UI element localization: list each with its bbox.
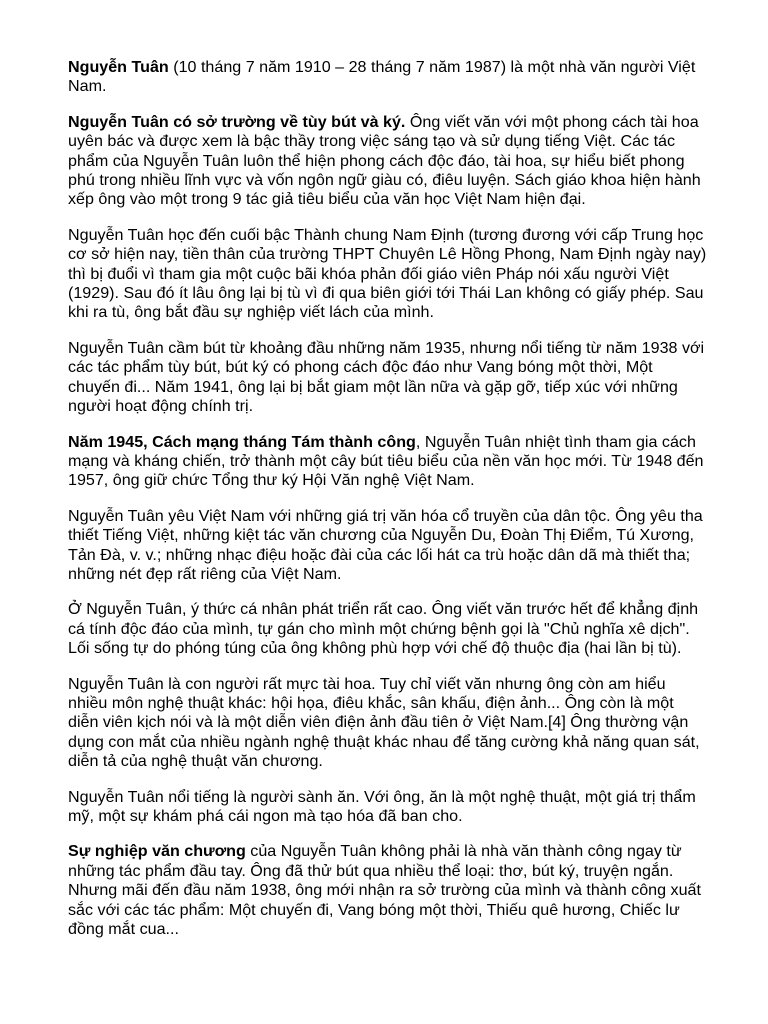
paragraph-forte <box>68 113 708 210</box>
paragraph-literary-career <box>68 842 708 939</box>
paragraph-individualism <box>68 600 708 658</box>
paragraph-lead: Sự nghiệp văn chương <box>68 842 246 861</box>
paragraph-education <box>68 226 708 323</box>
paragraph-gourmet <box>68 788 708 827</box>
paragraph-text: của Nguyễn Tuân không phải là nhà văn thành công ngay từ những tác phẩm đầu tay. Ông đã thử bút qua nhiều thể loại: thơ, bút ký, truyện ngắn. Nhưng mãi đến đầu năm 1938, ông mới nhận ra sở trường của mình và thành công xuất sắc với các tác phẩm: Một chuyến đi, Vang bóng một thời, Thiếu quê hương, Chiếc lư đồng mắt cua... <box>68 842 701 939</box>
document-page <box>68 58 708 955</box>
paragraph-love-of-vietnam <box>68 507 708 585</box>
paragraph-talent <box>68 675 708 772</box>
paragraph-lead: Năm 1945, Cách mạng tháng Tám thành công <box>68 432 416 451</box>
paragraph-revolution <box>68 433 708 491</box>
paragraph-text: Ở Nguyễn Tuân, ý thức cá nhân phát triển rất cao. Ông viết văn trước hết để khẳng định cá tính độc đáo của mình, tự gán cho mình một chứng bệnh gọi là "Chủ nghĩa xê dịch". Lối sống tự do phóng túng của ông không phù hợp với chế độ thuộc địa (hai lần bị tù). <box>68 600 699 658</box>
paragraph-text: Nguyễn Tuân học đến cuối bậc Thành chung Nam Định (tương đương với cấp Trung học cơ sở hiện nay, tiền thân của trường THPT Chuyên Lê Hồng Phong, Nam Định ngày nay) thì bị đuổi vì tham gia một cuộc bãi khóa phản đối giáo viên Pháp nói xấu người Việt (1929). Sau đó ít lâu ông lại bị tù vì đi qua biên giới tới Thái Lan không có giấy phép. Sau khi ra tù, ông bắt đầu sự nghiệp viết lách của mình. <box>68 225 707 322</box>
paragraph-intro <box>68 58 708 97</box>
paragraph-lead: Nguyễn Tuân có sở trường về tùy bút và ký. <box>68 112 406 131</box>
paragraph-text: Nguyễn Tuân yêu Việt Nam với những giá trị văn hóa cổ truyền của dân tộc. Ông yêu tha thiết Tiếng Việt, những kiệt tác văn chương của Nguyễn Du, Đoàn Thị Điểm, Tú Xương, Tản Đà, v. v.; những nhạc điệu hoặc đài của các lối hát ca trù hoặc dân dã mà thiết tha; những nét đẹp rất riêng của Việt Nam. <box>68 506 703 583</box>
paragraph-text: (10 tháng 7 năm 1910 – 28 tháng 7 năm 1987) là một nhà văn người Việt Nam. <box>68 58 696 96</box>
paragraph-text: , Nguyễn Tuân nhiệt tình tham gia cách mạng và kháng chiến, trở thành một cây bút tiêu biểu của nền văn học mới. Từ 1948 đến 1957, ông giữ chức Tổng thư ký Hội Văn nghệ Việt Nam. <box>68 432 704 490</box>
paragraph-text: Nguyễn Tuân cầm bút từ khoảng đầu những năm 1935, nhưng nổi tiếng từ năm 1938 với các tác phẩm tùy bút, bút ký có phong cách độc đáo như Vang bóng một thời, Một chuyến đi... Năm 1941, ông lại bị bắt giam một lần nữa và gặp gỡ, tiếp xúc với những người hoạt động chính trị. <box>68 338 705 416</box>
paragraph-lead: Nguyễn Tuân <box>68 58 169 76</box>
paragraph-text: Ông viết văn với một phong cách tài hoa uyên bác và được xem là bậc thầy trong việc sáng tạo và sử dụng tiếng Việt. Các tác phẩm của Nguyễn Tuân luôn thể hiện phong cách độc đáo, tài hoa, sự hiểu biết phong phú trong nhiều lĩnh vực và vốn ngôn ngữ giàu có, điêu luyện. Sách giáo khoa hiện hành xếp ông vào một trong 9 tác giả tiêu biểu của văn học Việt Nam hiện đại. <box>68 112 701 209</box>
paragraph-text: Nguyễn Tuân là con người rất mực tài hoa. Tuy chỉ viết văn nhưng ông còn am hiểu nhiều môn nghệ thuật khác: hội họa, điêu khắc, sân khấu, điện ảnh... Ông còn là một diễn viên kịch nói và là một diễn viên điện ảnh đầu tiên ở Việt Nam.[4] Ông thường vận dụng con mắt của nhiều ngành nghệ thuật khác nhau để tăng cường khả năng quan sát, diễn tả của nghệ thuật văn chương. <box>68 674 700 771</box>
paragraph-early-career <box>68 339 708 417</box>
paragraph-text: Nguyễn Tuân nổi tiếng là người sành ăn. Với ông, ăn là một nghệ thuật, một giá trị thẩm mỹ, một sự khám phá cái ngon mà tạo hóa đã ban cho. <box>68 787 696 825</box>
